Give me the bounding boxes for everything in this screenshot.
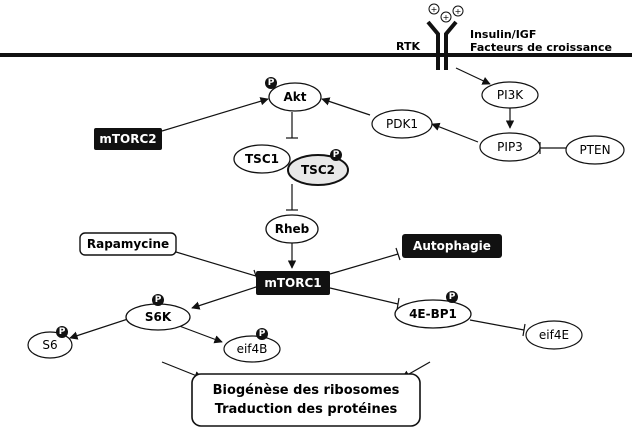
rtk-receptor-icon: [428, 22, 456, 70]
node-autophagie: [402, 234, 502, 258]
svg-text:PTEN: PTEN: [579, 143, 611, 157]
pathway-edges: [70, 68, 566, 378]
ligand-line1: Insulin/IGF: [470, 28, 537, 41]
node-rapamycine: [80, 233, 176, 255]
phospho-s6-icon: [56, 326, 68, 338]
outcome-line2: Traduction des protéines: [214, 402, 398, 417]
edge-pip3-pdk1: [432, 124, 478, 142]
edge-mtorc1-4ebp1-inhibit: [330, 288, 398, 304]
edge-4ebp1-eif4e-inhibit: [470, 320, 524, 330]
outcome-line1: Biogénèse des ribosomes: [212, 383, 400, 398]
phospho-eif4b-icon: [256, 328, 268, 340]
svg-text:P: P: [332, 150, 340, 160]
svg-text:P: P: [58, 327, 66, 337]
node-pten: [566, 136, 624, 164]
edge-mtorc2-akt: [162, 99, 268, 131]
phospho-4ebp1-icon: [446, 291, 458, 303]
svg-text:Rheb: Rheb: [274, 222, 310, 236]
svg-text:TSC2: TSC2: [301, 163, 335, 177]
node-pdk1: [372, 110, 432, 138]
edge-pdk1-akt: [322, 99, 370, 115]
edge-s6k-s6: [70, 319, 128, 338]
svg-text:S6K: S6K: [144, 310, 172, 324]
node-rheb: [266, 215, 318, 243]
svg-text:P: P: [267, 78, 275, 88]
svg-text:PIP3: PIP3: [497, 140, 523, 154]
edge-mtorc1-autophagie-inhibit: [330, 254, 398, 274]
edge-s6k-eif4b: [174, 324, 222, 342]
svg-text:mTORC1: mTORC1: [264, 276, 322, 290]
node-pi3k: [482, 82, 538, 108]
svg-text:P: P: [448, 292, 456, 302]
node-s6k: [126, 304, 190, 330]
svg-text:P: P: [258, 329, 266, 339]
node-mtorc1: [256, 271, 330, 295]
svg-text:Rapamycine: Rapamycine: [86, 237, 170, 251]
svg-text:mTORC2: mTORC2: [99, 132, 157, 146]
edge-mtorc1-s6k: [192, 287, 256, 308]
phospho-s6k-icon: [152, 294, 164, 306]
node-akt: [269, 83, 321, 111]
ligand-icon: [429, 4, 463, 22]
node-eif4b: [224, 336, 280, 362]
svg-text:eif4E: eif4E: [538, 328, 570, 342]
node-tsc1: [234, 145, 290, 173]
svg-text:+: +: [430, 5, 438, 14]
node-eif4e: [526, 321, 582, 349]
rtk-label: RTK: [395, 40, 421, 53]
svg-text:Akt: Akt: [283, 90, 307, 104]
node-4ebp1: [395, 300, 471, 328]
edge-rapamycine-mtorc1-inhibit: [176, 252, 256, 276]
svg-text:eif4B: eif4B: [236, 342, 268, 356]
svg-text:4E-BP1: 4E-BP1: [409, 307, 457, 321]
node-mtorc2: [94, 128, 162, 150]
ligand-line2: Facteurs de croissance: [470, 41, 612, 54]
phospho-akt-icon: [265, 77, 277, 89]
svg-text:TSC1: TSC1: [245, 152, 279, 166]
outcome-box: [192, 374, 420, 426]
svg-text:PI3K: PI3K: [496, 88, 524, 102]
svg-text:S6: S6: [42, 338, 58, 352]
svg-text:+: +: [454, 7, 462, 16]
svg-text:PDK1: PDK1: [386, 117, 418, 131]
svg-text:Autophagie: Autophagie: [413, 239, 491, 253]
node-pip3: [480, 133, 540, 161]
phospho-tsc2-icon: [330, 149, 342, 161]
svg-text:P: P: [154, 295, 162, 305]
svg-text:+: +: [442, 13, 450, 22]
edge-rtk-pi3k: [456, 68, 490, 84]
